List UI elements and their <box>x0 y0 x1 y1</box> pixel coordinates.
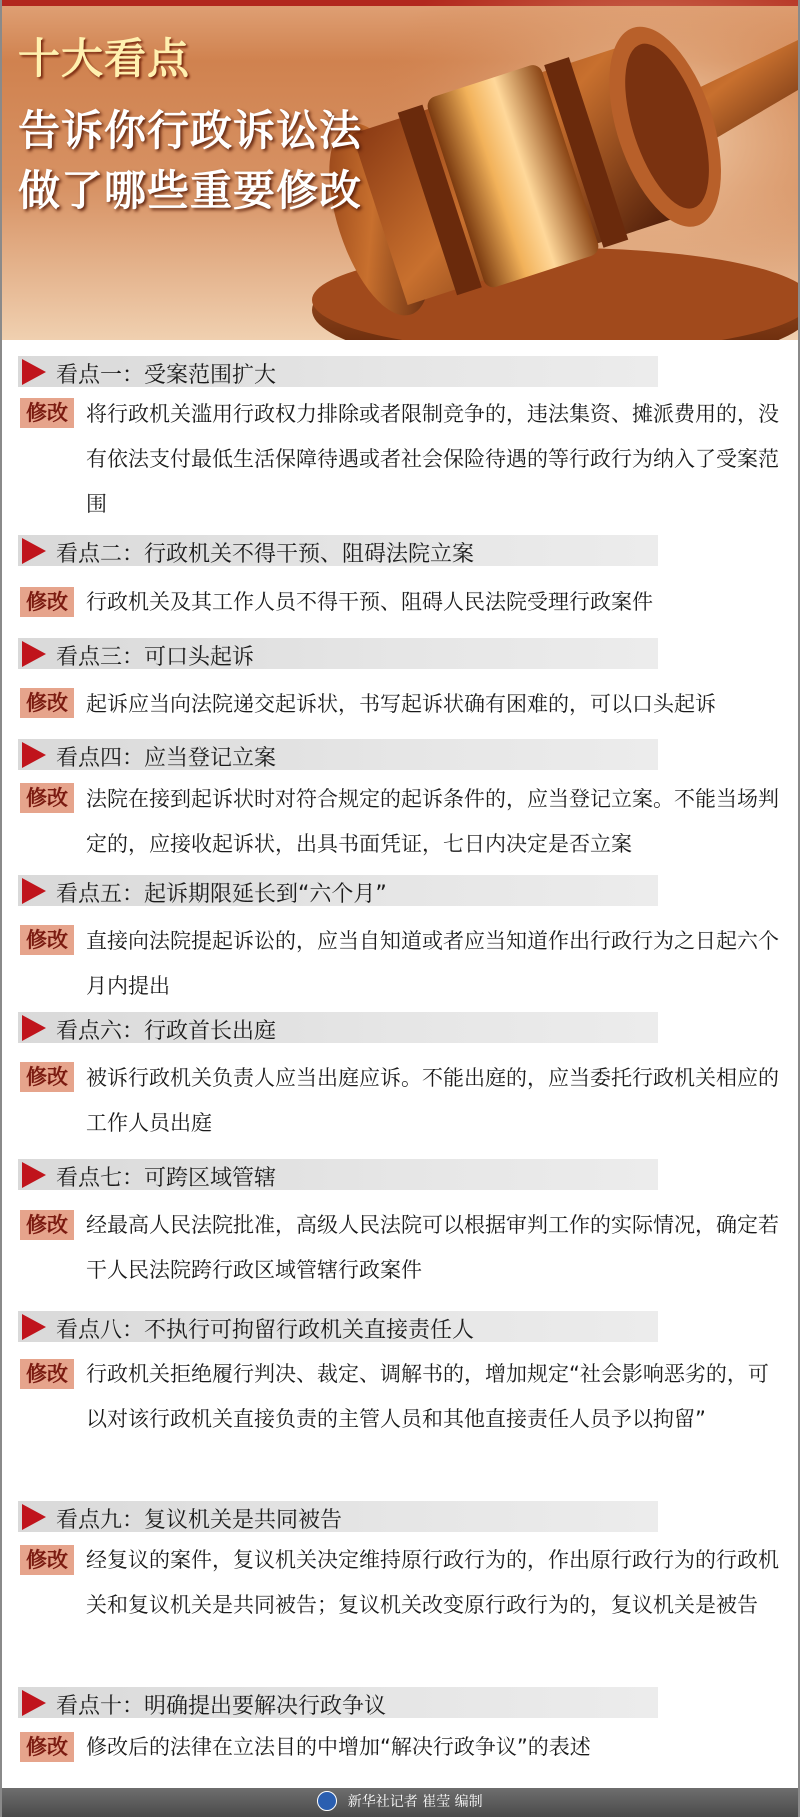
footer-credit: 新华社记者 崔莹 编制 <box>347 1794 483 1810</box>
arrow-icon <box>22 1314 46 1340</box>
revision-badge: 修改 <box>20 925 74 955</box>
gavel-illustration <box>302 0 798 340</box>
arrow-icon <box>22 1162 46 1188</box>
header-title-line-2: 告诉你行政诉讼法 <box>18 106 363 155</box>
point-heading: 看点一：受案范围扩大 <box>56 363 277 388</box>
point-body: 经最高人民法院批准，高级人民法院可以根据审判工作的实际情况，确定若干人民法院跨行政区域管辖行政案件 <box>86 1213 779 1282</box>
arrow-icon <box>22 641 46 667</box>
arrow-icon <box>22 1690 46 1716</box>
point-body: 起诉应当向法院递交起诉状，书写起诉状确有困难的，可以口头起诉 <box>86 692 716 716</box>
revision-badge: 修改 <box>20 1359 74 1389</box>
header-title-line-1: 十大看点 <box>18 34 191 83</box>
revision-badge: 修改 <box>20 398 74 428</box>
point-heading: 看点五：起诉期限延长到“六个月” <box>56 882 387 907</box>
point-body: 修改后的法律在立法目的中增加“解决行政争议”的表述 <box>86 1735 591 1759</box>
revision-badge: 修改 <box>20 1210 74 1240</box>
point-body: 经复议的案件，复议机关决定维持原行政行为的，作出原行政行为的行政机关和复议机关是共同被告；复议机关改变原行政行为的，复议机关是被告 <box>86 1548 779 1617</box>
xinhua-logo-icon <box>317 1791 337 1811</box>
arrow-icon <box>22 359 46 385</box>
point-body: 行政机关拒绝履行判决、裁定、调解书的，增加规定“社会影响恶劣的，可以对该行政机关直接负责的主管人员和其他直接责任人员予以拘留” <box>86 1362 769 1431</box>
point-body: 将行政机关滥用行政权力排除或者限制竞争的，违法集资、摊派费用的，没有依法支付最低生活保障待遇或者社会保险待遇的等行政行为纳入了受案范围 <box>86 402 779 516</box>
revision-badge: 修改 <box>20 1545 74 1575</box>
point-heading: 看点六：行政首长出庭 <box>56 1019 277 1044</box>
point-body: 法院在接到起诉状时对符合规定的起诉条件的，应当登记立案。不能当场判定的，应接收起诉状，出具书面凭证，七日内决定是否立案 <box>86 787 779 856</box>
point-body: 被诉行政机关负责人应当出庭应诉。不能出庭的，应当委托行政机关相应的工作人员出庭 <box>86 1066 779 1135</box>
point-heading: 看点九：复议机关是共同被告 <box>56 1508 343 1533</box>
header-banner <box>2 0 798 340</box>
revision-badge: 修改 <box>20 587 74 617</box>
point-heading: 看点七：可跨区域管辖 <box>56 1166 277 1191</box>
point-heading: 看点三：可口头起诉 <box>56 645 255 670</box>
arrow-icon <box>22 742 46 768</box>
revision-badge: 修改 <box>20 688 74 718</box>
footer-credit-bar <box>2 1788 798 1817</box>
arrow-icon <box>22 1504 46 1530</box>
point-heading: 看点十：明确提出要解决行政争议 <box>56 1694 387 1719</box>
point-heading: 看点四：应当登记立案 <box>56 746 277 771</box>
revision-badge: 修改 <box>20 1732 74 1762</box>
point-heading: 看点二：行政机关不得干预、阻碍法院立案 <box>56 542 475 567</box>
arrow-icon <box>22 538 46 564</box>
arrow-icon <box>22 1015 46 1041</box>
arrow-icon <box>22 878 46 904</box>
point-body: 行政机关及其工作人员不得干预、阻碍人民法院受理行政案件 <box>86 590 653 614</box>
revision-badge: 修改 <box>20 1062 74 1092</box>
revision-badge: 修改 <box>20 783 74 813</box>
header-title-line-3: 做了哪些重要修改 <box>18 166 363 215</box>
point-heading: 看点八：不执行可拘留行政机关直接责任人 <box>56 1318 475 1343</box>
point-body: 直接向法院提起诉讼的，应当自知道或者应当知道作出行政行为之日起六个月内提出 <box>86 929 779 998</box>
